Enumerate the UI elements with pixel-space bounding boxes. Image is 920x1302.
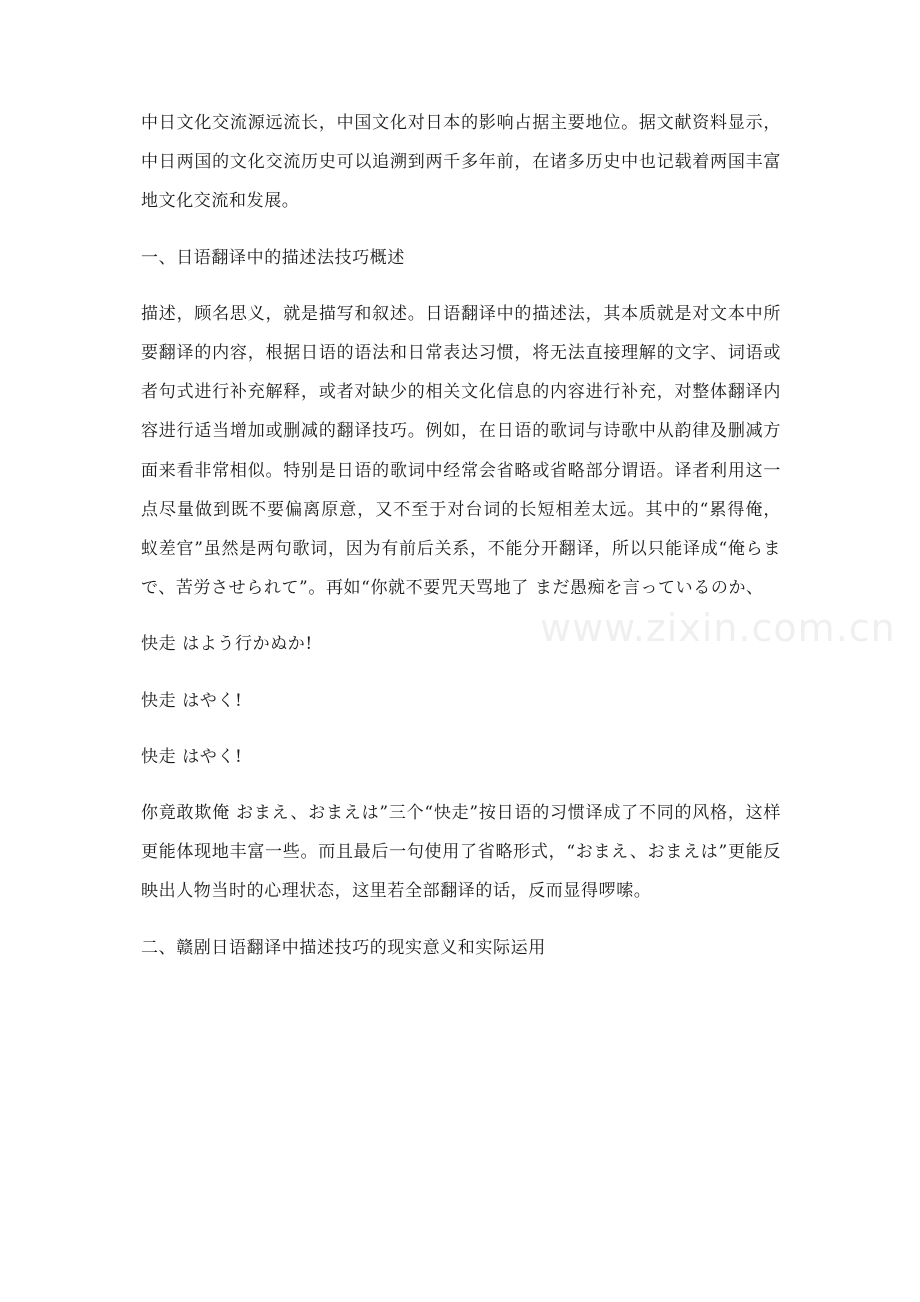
description-paragraph: 描述，顾名思义，就是描写和叙述。日语翻译中的描述法，其本质就是对文本中所要翻译的内容，根据日语的语法和日常表达习惯，将无法直接理解的文字、词语或者句式进行补充解释，或者对缺少的相关文化信息的内容进行补充，对整体翻译内容进行适当增加或删减的翻译技巧。例如，在日语的歌词与诗歌中从韵律及删减方面来看非常相似。特别是日语的歌词中经常会省略或省略部分谓语。译者利用这一点尽量做到既不要偏离原意，又不至于对台词的长短相差太远。其中的“累得俺，蚁差官”虽然是两句歌词，因为有前后关系，不能分开翻译，所以只能译成“俺らまで、苦労させられて”。再如“你就不要咒天骂地了 まだ愚痴を言っているのか、 [141, 303, 781, 599]
watermark: www.zixin.com.cn [540, 606, 896, 650]
paragraph-gap [141, 278, 781, 295]
section-heading-1: 一、日语翻译中的描述法技巧概述 [141, 247, 405, 268]
paragraph-gap [141, 912, 781, 929]
example-line-1: 快走 はよう行かぬか! [141, 634, 313, 655]
intro-paragraph: 中日文化交流源远流长，中国文化对日本的影响占据主要地位。据文献资料显示，中日两国的文化交流历史可以追溯到两千多年前，在诸多历史中也记载着两国丰富地文化交流和发展。 [141, 113, 781, 212]
paragraph-gap [141, 721, 781, 738]
example-line-3: 快走 はやく! [141, 746, 243, 767]
paragraph-gap [141, 777, 781, 794]
section-heading-2: 二、赣剧日语翻译中描述技巧的现实意义和实际运用 [141, 937, 546, 958]
paragraph-gap [141, 665, 781, 682]
paragraph-gap [141, 608, 781, 625]
document-body [141, 104, 781, 968]
example-line-2: 快走 はやく! [141, 690, 243, 711]
paragraph-gap [141, 222, 781, 239]
analysis-paragraph: 你竟敢欺俺 おまえ、おまえは”三个“快走”按日语的习惯译成了不同的风格，这样更能体现地丰富一些。而且最后一句使用了省略形式，“おまえ、おまえは”更能反映出人物当时的心理状态，这里若全部翻译的话，反而显得啰嗦。 [141, 803, 781, 902]
